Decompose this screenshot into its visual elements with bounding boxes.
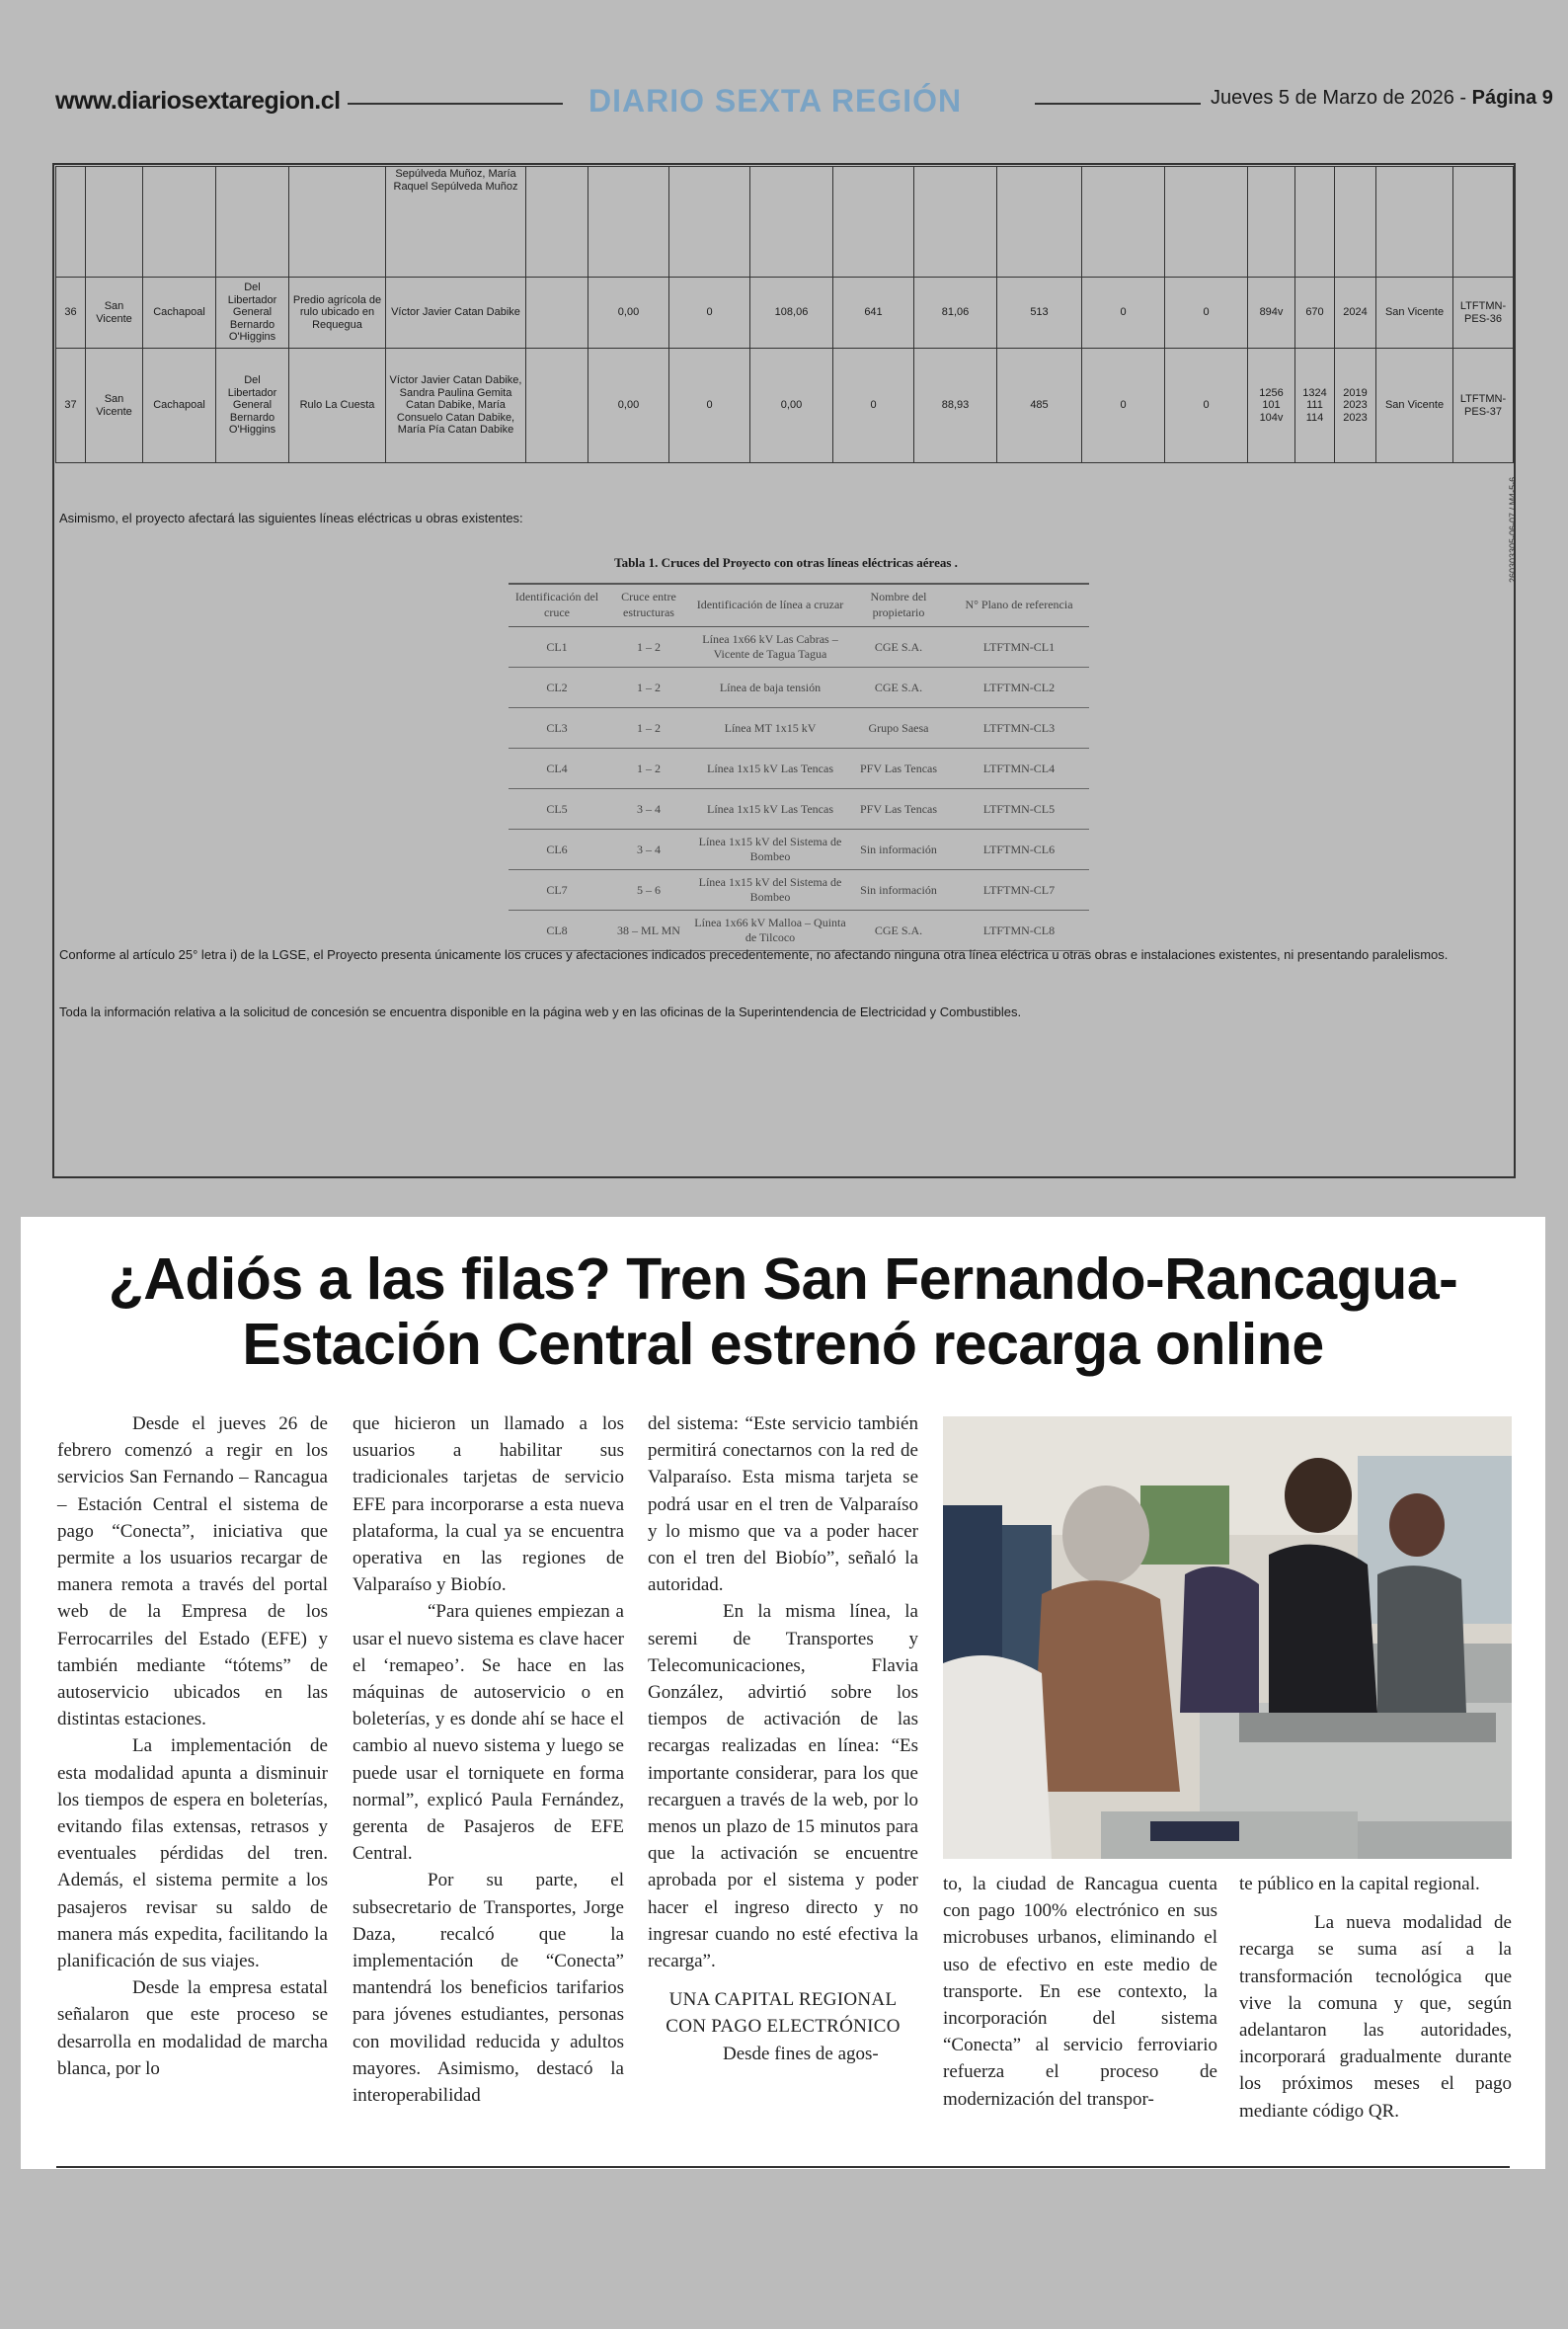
paragraph: En la misma línea, la seremi de Transportes y Telecomunicaciones, Flavia González, advirtió sobre los tiempos de activación de las recargas realizadas en línea: “Es importante considerar, para los que recarguen a través de la web, por lo menos un plazo de 15 minutos para que la activación se encuentre aprobada por el sistema y poder hacer el ingreso directo y no ingresar cuando no esté efectiva la recarga”. [648,1601,918,1972]
table-cell: LTFTMN-CL6 [949,830,1089,870]
table-cell: 38 – ML MN [605,911,692,951]
table-cell: LTFTMN-CL1 [949,627,1089,668]
paragraph: Por su parte, el subsecretario de Transportes, Jorge Daza, recalcó que la implementación de “Conecta” mantendrá los beneficios tarifarios para jóvenes estudiantes, personas con movilidad reducida y adultos mayores. Asimismo, destacó la interoperabilidad [353,1870,624,2107]
crossings-table [509,583,1089,951]
table-cell: 2024 [1335,278,1376,349]
table-cell: Sin información [848,830,949,870]
table-cell: Línea 1x66 kV Las Cabras – Vicente de Tagua Tagua [692,627,848,668]
table-row [509,830,1089,870]
table-cell: 894v [1248,278,1295,349]
table-cell [914,167,997,278]
paragraph: que hicieron un llamado a los usuarios a habilitar sus tradicionales tarjetas de servicio EFE para incorporarse a esta nueva plataforma, la cual ya se encuentra operativa en las regiones de Valparaíso y Biobío. [353,1413,624,1596]
table-cell: 88,93 [914,349,997,463]
paragraph: Desde el jueves 26 de febrero comenzó a regir en los servicios San Fernando – Rancagua – Estación Central el sistema de pago “Conecta”, iniciativa que permite a los usuarios recargar de manera remota a través del portal web de la Empresa de los Ferrocarriles del Estado (EFE) y también mediante “tótems” de autoservicio ubicados en las distintas estaciones. [57,1413,328,1730]
table-cell [216,167,289,278]
table-row [509,668,1089,708]
bottom-rule [56,2166,1510,2168]
table-cell: LTFTMN-PES-37 [1453,349,1514,463]
table-row [509,627,1089,668]
station-photo [943,1416,1512,1859]
paragraph: to, la ciudad de Rancagua cuenta con pago 100% electrónico en sus microbuses urbanos, eliminando el uso de efectivo en este medio de transporte. En ese contexto, la incorporación del sistema “Conecta” al servicio ferroviario refuerza el proceso de modernización del transpor- [943,1874,1217,2110]
paragraph: Desde la empresa estatal señalaron que este proceso se desarrolla en modalidad de marcha blanca, por lo [57,1977,328,2079]
table-cell: CGE S.A. [848,627,949,668]
table-row [509,911,1089,951]
table-cell [833,167,914,278]
table-cell: 1256 101 104v [1248,349,1295,463]
table-cell: PFV Las Tencas [848,789,949,830]
lgse-paragraph: Conforme al artículo 25° letra i) de la LGSE, el Proyecto presenta únicamente los cruces y afectaciones indicados precedentemente, no afectando ninguna otra línea eléctrica u otras obras e instalaciones existentes, ni presentando paralelismos. [59,947,1449,962]
table-cell: LTFTMN-CL8 [949,911,1089,951]
table-cell: LTFTMN-CL3 [949,708,1089,749]
table-cell: Línea 1x15 kV del Sistema de Bombeo [692,830,848,870]
table-cell: 670 [1295,278,1335,349]
table-cell [997,167,1082,278]
table-cell: 1 – 2 [605,668,692,708]
table-cell: 485 [997,349,1082,463]
table-cell: 1324 111 114 [1295,349,1335,463]
table-cell: 1 – 2 [605,749,692,789]
table-cell: San Vicente [1376,349,1453,463]
table-cell: CL1 [509,627,605,668]
table-row [56,167,1514,278]
table-cell: CL2 [509,668,605,708]
paragraph: “Para quienes empiezan a usar el nuevo sistema es clave hacer el ‘remapeo’. Se hace en las máquinas de autoservicio o en boleterías, y es donde ahí se hace el cambio al nuevo sistema y luego se puede usar el torniquete en forma normal”, explicó Paula Fernández, gerenta de Pasajeros de EFE Central. [353,1601,624,1865]
article-title [21,1246,1545,1377]
side-code: 260303305-06-07 / M4-5-6 [1508,476,1518,583]
table-row [509,708,1089,749]
table-cell: San Vicente [86,349,143,463]
table-cell: 5 – 6 [605,870,692,911]
table-cell: 3 – 4 [605,789,692,830]
table-cell: LTFTMN-PES-36 [1453,278,1514,349]
table-cell: Predio agrícola de rulo ubicado en Requegua [289,278,386,349]
table-cell: Línea 1x15 kV Las Tencas [692,789,848,830]
table-cell [1082,167,1165,278]
table-cell: CL8 [509,911,605,951]
table-cell: 0 [669,349,750,463]
header-divider-left [348,103,563,105]
paragraph: del sistema: “Este servicio también permitirá conectarnos con la red de Valparaíso. Esta misma tarjeta se podrá usar en el tren de Valparaíso y lo mismo que va a poder hacer con el tren del Biobío”, señaló la autoridad. [648,1413,918,1596]
table-cell: 3 – 4 [605,830,692,870]
table-cell: Rulo La Cuesta [289,349,386,463]
table-cell: 0 [833,349,914,463]
table-header-row [509,584,1089,627]
table-cell [526,167,588,278]
table-cell: LTFTMN-CL7 [949,870,1089,911]
table-cell: LTFTMN-CL4 [949,749,1089,789]
table-cell [56,167,86,278]
table-cell [1453,167,1514,278]
table-cell: San Vicente [86,278,143,349]
table-cell: 0 [1082,349,1165,463]
issue-date [1211,87,1553,110]
page-number: Página 9 [1471,87,1553,109]
paragraph: La nueva modalidad de recarga se suma así a la transformación tecnológica que vive la comuna y que, según adelantaron las autoridades, incorporará gradualmente durante los próximos meses el pago mediante código QR. [1239,1912,1512,2122]
table-cell [289,167,386,278]
table1-caption: Tabla 1. Cruces del Proyecto con otras líneas eléctricas aéreas . [614,555,958,570]
table-cell: CL3 [509,708,605,749]
table-row [509,749,1089,789]
table-cell [526,349,588,463]
info-paragraph: Toda la información relativa a la solicitud de concesión se encuentra disponible en la página web y en las oficinas de la Superintendencia de Electricidad y Combustibles. [59,1004,1022,1019]
table-cell: 1 – 2 [605,708,692,749]
title-line-2: Estación Central estrenó recarga online [242,1312,1324,1378]
table-header-cell: Cruce entre estructuras [605,584,692,627]
table-cell: CGE S.A. [848,668,949,708]
table-cell: Del Libertador General Bernardo O'Higgins [216,349,289,463]
table-header-cell: Identificación del cruce [509,584,605,627]
table-cell [750,167,833,278]
table-cell: 108,06 [750,278,833,349]
table-cell: Del Libertador General Bernardo O'Higgins [216,278,289,349]
article-column-5 [1239,1871,1512,2125]
table-cell: Línea de baja tensión [692,668,848,708]
table-cell [1248,167,1295,278]
article-column-4 [943,1871,1217,2113]
table-cell: 1 – 2 [605,627,692,668]
table-header-cell: Identificación de línea a cruzar [692,584,848,627]
table-cell: Línea MT 1x15 kV [692,708,848,749]
title-line-1: ¿Adiós a las filas? Tren San Fernando-Rancagua- [108,1246,1458,1312]
table-cell: 0,00 [588,349,669,463]
owners-table [55,166,1514,463]
table-cell: 0,00 [588,278,669,349]
table-cell [588,167,669,278]
article-column-3 [648,1410,918,2067]
table-cell: 2019 2023 2023 [1335,349,1376,463]
table-cell: 0 [669,278,750,349]
table-cell [1335,167,1376,278]
table-cell: LTFTMN-CL5 [949,789,1089,830]
table-cell [526,278,588,349]
table-header-cell: N° Plano de referencia [949,584,1089,627]
table-cell: Línea 1x15 kV Las Tencas [692,749,848,789]
table-cell: San Vicente [1376,278,1453,349]
table-cell: 641 [833,278,914,349]
table-cell: Grupo Saesa [848,708,949,749]
table-cell: CGE S.A. [848,911,949,951]
table-cell: CL7 [509,870,605,911]
table-cell: 0 [1082,278,1165,349]
paragraph: La implementación de esta modalidad apunta a disminuir los tiempos de espera en boleterías, evitando filas extensas, retrasos y eventuales pérdidas del tren. Además, el sistema permite a los pasajeros revisar su saldo de manera más expedita, facilitando la planificación de sus viajes. [57,1735,328,1972]
table-cell: Línea 1x66 kV Malloa – Quinta de Tilcoco [692,911,848,951]
table-cell: 37 [56,349,86,463]
table-cell: Sepúlveda Muñoz, María Raquel Sepúlveda Muñoz [386,167,526,278]
table-cell: 0 [1165,278,1248,349]
table-cell [1165,167,1248,278]
table-cell: 81,06 [914,278,997,349]
table-cell: 513 [997,278,1082,349]
table-cell [1376,167,1453,278]
newspaper-name: DIARIO SEXTA REGIÓN [588,83,963,119]
paragraph: Desde fines de agos- [723,2043,879,2064]
table-row [56,349,1514,463]
table-cell: CL5 [509,789,605,830]
table-cell: 0 [1165,349,1248,463]
table-cell: Víctor Javier Catan Dabike [386,278,526,349]
table-cell [86,167,143,278]
table-cell [1295,167,1335,278]
paragraph: te público en la capital regional. [1239,1874,1480,1894]
table-cell: 0,00 [750,349,833,463]
table-cell: Cachapoal [143,278,216,349]
table-cell [143,167,216,278]
table-cell: Cachapoal [143,349,216,463]
header-divider-right [1035,103,1201,105]
table-cell: CL6 [509,830,605,870]
table-cell: Víctor Javier Catan Dabike, Sandra Paulina Gemita Catan Dabike, María Consuelo Catan Dabike, María Pía Catan Dabike [386,349,526,463]
table-cell: LTFTMN-CL2 [949,668,1089,708]
table-header-cell: Nombre del propietario [848,584,949,627]
article-column-1 [57,1410,328,2082]
table-cell: 36 [56,278,86,349]
intro-text: Asimismo, el proyecto afectará las siguientes líneas eléctricas u obras existentes: [59,511,523,525]
date-text: Jueves 5 de Marzo de 2026 - [1211,87,1472,109]
table-row [56,278,1514,349]
table-cell: Línea 1x15 kV del Sistema de Bombeo [692,870,848,911]
station-photo-illustration [943,1416,1512,1859]
table-cell: CL4 [509,749,605,789]
article-subheading: UNA CAPITAL REGIONAL CON PAGO ELECTRÓNICO [666,1989,901,2038]
site-url: www.diariosextaregion.cl [55,87,341,115]
table-cell: PFV Las Tencas [848,749,949,789]
article-column-2 [353,1410,624,2109]
table-row [509,870,1089,911]
table-row [509,789,1089,830]
table-cell [669,167,750,278]
table-cell: Sin información [848,870,949,911]
